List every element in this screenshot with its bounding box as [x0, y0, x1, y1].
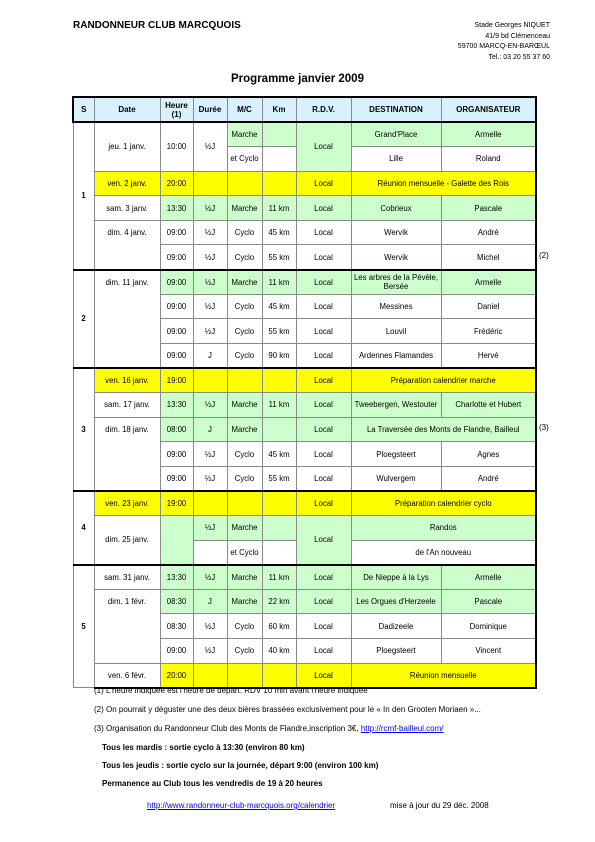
note-tuesdays: Tous les mardis : sortie cyclo à 13:30 (environ 80 km) — [102, 743, 305, 752]
time-cell: 09:00 — [160, 245, 193, 270]
km-cell — [262, 663, 296, 688]
rdv-cell: Local — [296, 663, 351, 688]
table-row — [73, 171, 536, 196]
km-cell — [262, 368, 296, 393]
table-row — [73, 565, 536, 590]
mc-cell — [227, 171, 262, 196]
rdv-cell: Local — [296, 442, 351, 467]
rcmf-link[interactable]: http://rcmf-bailleul.com/ — [360, 724, 444, 733]
destination-cell: Randos — [351, 516, 536, 541]
duration-cell: ½J — [193, 196, 227, 221]
mc-cell: Cyclo — [227, 343, 262, 368]
duration-cell — [193, 491, 227, 516]
note-thursdays: Tous les jeudis : sortie cyclo sur la journée, départ 9:00 (environ 100 km) — [102, 761, 379, 770]
time-cell: 09:00 — [160, 319, 193, 344]
mc-cell: Cyclo — [227, 294, 262, 319]
calendar-link[interactable]: http://www.randonneur-club-marcquois.org/calendrier — [147, 801, 336, 810]
km-cell — [262, 516, 296, 541]
time-cell: 10:00 — [160, 122, 193, 171]
time-cell: 09:00 — [160, 638, 193, 663]
rdv-cell: Local — [296, 270, 351, 295]
col-header-destination: DESTINATION — [351, 97, 441, 122]
table-row — [73, 589, 536, 614]
mc-cell: Marche — [227, 393, 262, 418]
duration-cell: ½J — [193, 245, 227, 270]
table-row — [73, 491, 536, 516]
rdv-cell: Local — [296, 516, 351, 565]
date-cell: ven. 2 janv. — [94, 171, 160, 196]
time-cell: 09:00 — [160, 294, 193, 319]
table-header-row — [73, 97, 536, 122]
club-address — [430, 21, 550, 63]
mc-cell: Marche — [227, 196, 262, 221]
destination-cell: Préparation calendrier marche — [351, 368, 536, 393]
duration-cell: ½J — [193, 565, 227, 590]
duration-cell: ½J — [193, 466, 227, 491]
rdv-cell: Local — [296, 245, 351, 270]
duration-cell: ½J — [193, 516, 227, 541]
km-cell: 11 km — [262, 565, 296, 590]
table-row — [73, 393, 536, 418]
rdv-cell: Local — [296, 171, 351, 196]
table-row — [73, 196, 536, 221]
rdv-cell: Local — [296, 196, 351, 221]
date-cell: sam. 17 janv. — [94, 393, 160, 418]
destination-cell: Les arbres de la Pévèle, Bersée — [351, 270, 441, 295]
duration-cell: ½J — [193, 270, 227, 295]
date-cell: ven. 6 févr. — [94, 663, 160, 688]
mc-cell: Cyclo — [227, 245, 262, 270]
date-cell: sam. 31 janv. — [94, 565, 160, 590]
footnote-1: (1) L'heure indiquée est l'heure de départ. RDV 10 min avant l'heure indiquée — [94, 686, 368, 695]
rdv-cell: Local — [296, 638, 351, 663]
week-number: 5 — [73, 565, 94, 688]
time-cell: 20:00 — [160, 171, 193, 196]
destination-cell: De Nieppe à la Lys — [351, 565, 441, 590]
destination-cell: Dadizeele — [351, 614, 441, 639]
organiser-cell: Pascale — [441, 589, 536, 614]
week-number: 2 — [73, 270, 94, 368]
km-cell — [262, 491, 296, 516]
organiser-cell: Agnes — [441, 442, 536, 467]
date-cell: dim. 25 janv. — [94, 516, 160, 565]
km-cell — [262, 147, 296, 172]
duration-cell — [193, 368, 227, 393]
organiser-cell: Charlotte et Hubert — [441, 393, 536, 418]
footnote-3-text: (3) Organisation du Randonneur Club des Monts de Flandre,inscription 3€, — [94, 724, 359, 733]
address-line: Tel.: 03 20 55 37 60 — [488, 53, 550, 61]
date-cell: jeu. 1 janv. — [94, 122, 160, 171]
mc-cell: Cyclo — [227, 220, 262, 245]
rdv-cell: Local — [296, 491, 351, 516]
col-header-date: Date — [94, 97, 160, 122]
duration-cell: J — [193, 343, 227, 368]
km-cell: 40 km — [262, 638, 296, 663]
destination-cell: Les Orgues d'Herzeele — [351, 589, 441, 614]
date-cell: ven. 16 janv. — [94, 368, 160, 393]
week-number: 1 — [73, 122, 94, 270]
km-cell — [262, 171, 296, 196]
rdv-cell: Local — [296, 565, 351, 590]
rdv-cell: Local — [296, 294, 351, 319]
destination-cell: de l'An nouveau — [351, 540, 536, 565]
mc-cell: Cyclo — [227, 638, 262, 663]
km-cell: 55 km — [262, 245, 296, 270]
col-header-mc: M/C — [227, 97, 262, 122]
organiser-cell: Daniel — [441, 294, 536, 319]
km-cell: 11 km — [262, 196, 296, 221]
destination-cell: Grand'Place — [351, 122, 441, 147]
date-cell: sam. 3 janv. — [94, 196, 160, 221]
rdv-cell: Local — [296, 220, 351, 245]
destination-cell: Préparation calendrier cyclo — [351, 491, 536, 516]
rdv-cell: Local — [296, 393, 351, 418]
duration-cell: J — [193, 417, 227, 442]
km-cell: 45 km — [262, 294, 296, 319]
time-cell: 09:00 — [160, 220, 193, 245]
km-cell: 45 km — [262, 442, 296, 467]
km-cell: 11 km — [262, 270, 296, 295]
time-cell: 13:30 — [160, 196, 193, 221]
km-cell: 55 km — [262, 319, 296, 344]
mc-cell: Marche — [227, 565, 262, 590]
mc-cell — [227, 663, 262, 688]
col-header-km: Km — [262, 97, 296, 122]
organiser-cell: Dominique — [441, 614, 536, 639]
destination-cell: Réunion mensuelle - Galette des Rois — [351, 171, 536, 196]
organiser-cell: Roland — [441, 147, 536, 172]
organiser-cell: Hervé — [441, 343, 536, 368]
destination-cell: Ardennes Flamandes — [351, 343, 441, 368]
time-cell: 08:00 — [160, 417, 193, 442]
mc-cell: Marche — [227, 122, 262, 147]
destination-cell: Louvil — [351, 319, 441, 344]
time-cell: 08:30 — [160, 589, 193, 614]
rdv-cell: Local — [296, 589, 351, 614]
address-line: 59700 MARCQ-EN-BARŒUL — [457, 43, 550, 50]
km-cell: 60 km — [262, 614, 296, 639]
mc-cell — [227, 368, 262, 393]
destination-cell: Ploegsteert — [351, 638, 441, 663]
table-row — [73, 368, 536, 393]
destination-cell: Messines — [351, 294, 441, 319]
duration-cell: ½J — [193, 393, 227, 418]
destination-cell: Wervik — [351, 220, 441, 245]
destination-cell: Ploegsteert — [351, 442, 441, 467]
time-cell: 19:00 — [160, 491, 193, 516]
col-header-duree: Durée — [193, 97, 227, 122]
side-note-3: (3) — [539, 423, 549, 432]
km-cell — [262, 540, 296, 565]
time-cell: 09:00 — [160, 270, 193, 295]
mc-cell: Marche — [227, 516, 262, 541]
time-cell: 13:30 — [160, 393, 193, 418]
programme-table — [72, 96, 537, 689]
duration-cell: ½J — [193, 319, 227, 344]
destination-cell: Lille — [351, 147, 441, 172]
mc-cell: Cyclo — [227, 442, 262, 467]
date-cell: dim. 11 janv. — [94, 270, 160, 368]
rdv-cell: Local — [296, 417, 351, 442]
address-line: Stade Georges NIQUET — [474, 22, 550, 29]
km-cell — [262, 417, 296, 442]
week-number: 4 — [73, 491, 94, 565]
col-header-rdv: R.D.V. — [296, 97, 351, 122]
organiser-cell: André — [441, 466, 536, 491]
date-cell: dim. 4 janv. — [94, 220, 160, 269]
destination-cell: Réunion mensuelle — [351, 663, 536, 688]
rdv-cell: Local — [296, 122, 351, 171]
time-cell: 08:30 — [160, 614, 193, 639]
mc-cell: Marche — [227, 589, 262, 614]
km-cell: 90 km — [262, 343, 296, 368]
footnote-2: (2) On pourrait y déguster une des deux bières brassées exclusivement pour le « In den Grooten Moriaen »... — [94, 705, 481, 714]
time-cell: 09:00 — [160, 466, 193, 491]
organiser-cell: Michel — [441, 245, 536, 270]
time-cell: 09:00 — [160, 343, 193, 368]
duration-cell: ½J — [193, 614, 227, 639]
km-cell: 45 km — [262, 220, 296, 245]
destination-cell: Cobrieux — [351, 196, 441, 221]
date-cell: dim. 1 févr. — [94, 589, 160, 663]
update-date: mise à jour du 29 déc. 2008 — [390, 801, 489, 810]
mc-cell: et Cyclo — [227, 147, 262, 172]
duration-cell — [193, 540, 227, 565]
organiser-cell: Pascale — [441, 196, 536, 221]
km-cell — [262, 122, 296, 147]
organiser-cell: Armelle — [441, 565, 536, 590]
note-permanence: Permanence au Club tous les vendredis de 19 à 20 heures — [102, 779, 323, 788]
col-header-heure: Heure (1) — [160, 97, 193, 122]
organiser-cell: Armelle — [441, 122, 536, 147]
date-cell: dim. 18 janv. — [94, 417, 160, 491]
destination-cell: La Traversée des Monts de Flandre, Bailleul — [351, 417, 536, 442]
time-cell: 13:30 — [160, 565, 193, 590]
km-cell: 55 km — [262, 466, 296, 491]
time-cell: 20:00 — [160, 663, 193, 688]
duration-cell: ½J — [193, 220, 227, 245]
duration-cell: ½J — [193, 122, 227, 171]
duration-cell: ½J — [193, 294, 227, 319]
destination-cell: Tweebergen, Westouter — [351, 393, 441, 418]
organiser-cell: Frédéric — [441, 319, 536, 344]
rdv-cell: Local — [296, 466, 351, 491]
time-cell: 19:00 — [160, 368, 193, 393]
organiser-cell: André — [441, 220, 536, 245]
week-number: 3 — [73, 368, 94, 491]
duration-cell — [193, 663, 227, 688]
page-title: Programme janvier 2009 — [231, 73, 364, 85]
destination-cell: Wervik — [351, 245, 441, 270]
mc-cell — [227, 491, 262, 516]
mc-cell: Cyclo — [227, 466, 262, 491]
date-cell: ven. 23 janv. — [94, 491, 160, 516]
table-row — [73, 270, 536, 295]
table-row — [73, 663, 536, 688]
address-line: 41/9 bd Clémenceau — [485, 32, 550, 40]
rdv-cell: Local — [296, 343, 351, 368]
club-name: RANDONNEUR CLUB MARCQUOIS — [73, 20, 241, 31]
organiser-cell: Armelle — [441, 270, 536, 295]
table-row — [73, 417, 536, 442]
side-note-2: (2) — [539, 251, 549, 260]
table-row — [73, 122, 536, 147]
time-cell: 09:00 — [160, 442, 193, 467]
duration-cell: ½J — [193, 442, 227, 467]
destination-cell: Wulvergem — [351, 466, 441, 491]
km-cell: 22 km — [262, 589, 296, 614]
duration-cell: J — [193, 589, 227, 614]
mc-cell: Marche — [227, 270, 262, 295]
mc-cell: Cyclo — [227, 614, 262, 639]
rdv-cell: Local — [296, 368, 351, 393]
rdv-cell: Local — [296, 614, 351, 639]
col-header-s: S — [73, 97, 94, 122]
duration-cell: ½J — [193, 638, 227, 663]
mc-cell: Cyclo — [227, 319, 262, 344]
mc-cell: et Cyclo — [227, 540, 262, 565]
mc-cell: Marche — [227, 417, 262, 442]
table-row — [73, 220, 536, 245]
table-row — [73, 516, 536, 541]
km-cell: 11 km — [262, 393, 296, 418]
organiser-cell: Vincent — [441, 638, 536, 663]
footnote-3 — [94, 724, 444, 733]
time-cell — [160, 516, 193, 565]
col-header-organisateur: ORGANISATEUR — [441, 97, 536, 122]
duration-cell — [193, 171, 227, 196]
rdv-cell: Local — [296, 319, 351, 344]
